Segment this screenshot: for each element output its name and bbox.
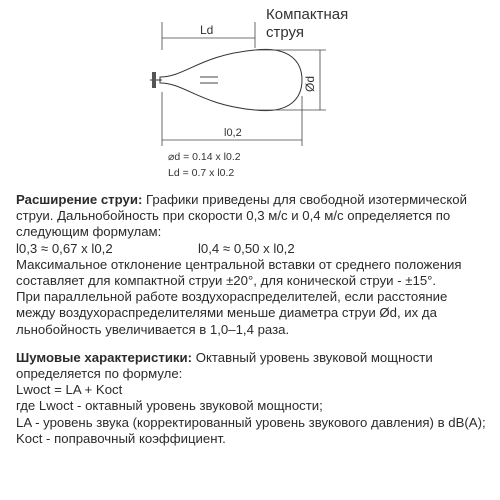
jet-diagram bbox=[0, 0, 500, 190]
formula-l04: l0,4 ≈ 0,50 x l0,2 bbox=[198, 240, 295, 256]
formula-diameter: ⌀d = 0.14 x l0.2 bbox=[168, 151, 241, 163]
figure-title-line-1: Компактная bbox=[266, 6, 349, 23]
paragraph-parallel-work: При параллельной работе воздухораспределителей, если расстояние между воздухораспределителями меньше диаметра струи Ød, их да льнобойность увеличивается в 1,0–1,4 раза. bbox=[16, 289, 448, 337]
formula-ld: Ld = 0.7 x l0.2 bbox=[168, 167, 235, 179]
figure-title-line-2: струя bbox=[266, 24, 304, 41]
d-label: Ød bbox=[303, 75, 317, 92]
heading-noise: Шумовые характеристики: bbox=[16, 349, 193, 365]
noise-formula: Lwoct = LA + Koct bbox=[16, 382, 123, 398]
jet-outline bbox=[160, 49, 302, 110]
paragraph-noise bbox=[16, 350, 486, 382]
figure-title bbox=[266, 6, 348, 42]
paragraph-deflection: Максимальное отклонение центральной вставки от среднего положения составляет для компактной струи ±20°, для конической струи - ±15°. bbox=[16, 256, 462, 289]
noise-where: где Lwoct - октавный уровень звуковой мощности; bbox=[16, 398, 323, 414]
noise-text: Октавный уровень звуковой мощности определяется по формуле: bbox=[16, 349, 433, 382]
body-text bbox=[16, 192, 486, 447]
range-formulas bbox=[16, 241, 486, 257]
noise-la: LA - уровень звука (корректированный уровень звукового давления) в dB(A); bbox=[16, 414, 486, 430]
paragraph-jet-expansion bbox=[16, 192, 486, 241]
l02-label: l0,2 bbox=[224, 127, 242, 139]
jet-diagram-drawing bbox=[0, 0, 500, 190]
paragraph-gap bbox=[16, 338, 486, 350]
ld-label: Ld bbox=[200, 23, 214, 37]
jet-expansion-text: Графики приведены для свободной изотермической струи. Дальнобойность при скорости 0,3 м/с и 0,4 м/с определяется по следующим формулам: bbox=[16, 192, 467, 240]
heading-jet-expansion: Расширение струи: bbox=[16, 192, 143, 207]
noise-koct: Koct - поправочный коэффициент. bbox=[16, 430, 226, 446]
formula-l03: l0,3 ≈ 0,67 x l0,2 bbox=[16, 240, 113, 256]
